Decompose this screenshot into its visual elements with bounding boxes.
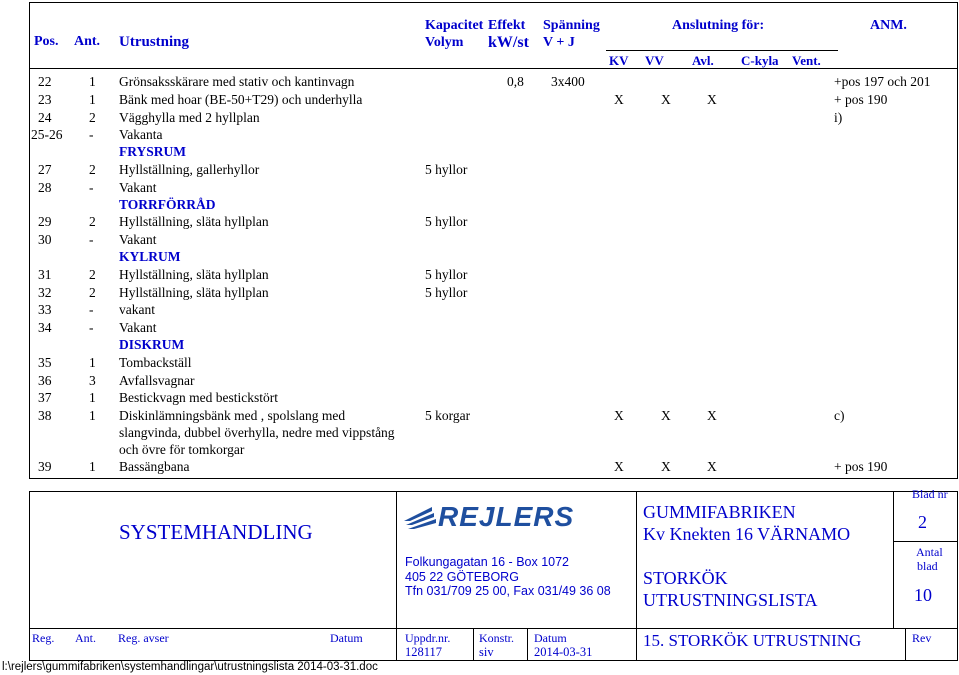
blad-nr-label: Blad nr: [912, 487, 948, 501]
table-top-border: [29, 2, 958, 3]
cell-ant: 2: [89, 110, 96, 125]
header-pos: Pos.: [34, 34, 59, 49]
table-right-border: [957, 2, 958, 479]
address-line-1: Folkungagatan 16 - Box 1072: [405, 555, 570, 569]
header-vv: VV: [645, 53, 664, 68]
header-avl: Avl.: [692, 53, 714, 68]
antal-label: Antal: [916, 545, 943, 559]
cell-ant: 1: [89, 355, 96, 370]
uppdrnr-label: Uppdr.nr.: [405, 631, 451, 645]
cell-text: Vakant: [119, 180, 157, 195]
cell-pos: 37: [38, 390, 52, 405]
cell-text: Hyllställning, släta hyllplan: [119, 267, 269, 282]
datum-value: 2014-03-31: [534, 645, 593, 659]
cell-pos: 35: [38, 355, 52, 370]
cell-pos: 39: [38, 459, 52, 474]
cell-kap: 5 hyllor: [425, 214, 468, 229]
subheader-divider: [606, 50, 838, 51]
cell-ant: 2: [89, 162, 96, 177]
titleblock-divider-1: [396, 491, 397, 661]
address-line-2: 405 22 GÖTEBORG: [405, 570, 519, 584]
datum-label-2: Datum: [534, 631, 567, 645]
cell-text: Vakant: [119, 232, 157, 247]
cell-text-continued: slangvinda, dubbel överhylla, nedre med vippstång: [119, 425, 395, 440]
cell-pos: 34: [38, 320, 52, 335]
table-bottom-border: [29, 478, 958, 479]
cell-pos: 25-26: [31, 127, 63, 142]
titleblock-divider-4: [473, 628, 474, 660]
department-title: STORKÖK: [643, 568, 728, 588]
uppdrnr-value: 128117: [405, 645, 443, 659]
section-heading: DISKRUM: [119, 337, 185, 352]
cell-text: Grönsaksskärare med stativ och kantinvagn: [119, 74, 355, 89]
konstr-label: Konstr.: [479, 631, 515, 645]
section-heading: KYLRUM: [119, 249, 181, 264]
cell-kv: X: [614, 408, 624, 423]
cell-pos: 28: [38, 180, 52, 195]
cell-ant: -: [89, 302, 94, 317]
cell-vv: X: [661, 92, 671, 107]
cell-pos: 31: [38, 267, 52, 282]
cell-pos: 32: [38, 285, 52, 300]
cell-pos: 23: [38, 92, 52, 107]
header-volym: Volym: [425, 35, 464, 50]
cell-pos: 27: [38, 162, 52, 177]
reg-label: Reg.: [32, 631, 55, 645]
header-ant: Ant.: [74, 34, 101, 49]
table-left-border: [29, 2, 30, 479]
cell-text: Diskinlämningsbänk med , spolslang med: [119, 408, 346, 423]
cell-vv: X: [661, 408, 671, 423]
titleblock-divider-2: [636, 491, 637, 661]
cell-eff: 0,8: [507, 74, 524, 89]
cell-ant: -: [89, 232, 94, 247]
blad-nr-value: 2: [918, 512, 927, 532]
header-spanning: Spänning: [543, 18, 600, 33]
cell-text: Bänk med hoar (BE-50+T29) och underhylla: [119, 92, 363, 107]
cell-ant: 1: [89, 74, 96, 89]
cell-anm: c): [834, 408, 845, 423]
titleblock-divider-6: [905, 628, 906, 660]
cell-ant: -: [89, 320, 94, 335]
header-anm: ANM.: [870, 18, 907, 33]
cell-text-continued: och övre för tomkorgar: [119, 442, 245, 457]
cell-text: Vakanta: [119, 127, 163, 142]
cell-avl: X: [707, 408, 717, 423]
address-line-3: Tfn 031/709 25 00, Fax 031/49 36 08: [405, 584, 611, 598]
cell-pos: 30: [38, 232, 52, 247]
cell-kv: X: [614, 459, 624, 474]
datum-label-1: Datum: [330, 631, 363, 645]
header-ckyla: C-kyla: [741, 53, 779, 68]
cell-text: Vägghylla med 2 hyllplan: [119, 110, 260, 125]
header-anslutning: Anslutning för:: [672, 18, 765, 33]
cell-spa: 3x400: [551, 74, 585, 89]
cell-pos: 38: [38, 408, 52, 423]
cell-vv: X: [661, 459, 671, 474]
titleblock-divider-5: [527, 628, 528, 660]
cell-anm: i): [834, 110, 843, 125]
cell-avl: X: [707, 92, 717, 107]
cell-ant: -: [89, 180, 94, 195]
header-effekt: Effekt: [488, 18, 526, 33]
list-title: UTRUSTNINGSLISTA: [643, 590, 818, 610]
cell-ant: -: [89, 127, 94, 142]
cell-anm: + pos 190: [834, 92, 888, 107]
cell-kap: 5 hyllor: [425, 285, 468, 300]
cell-pos: 29: [38, 214, 52, 229]
cell-pos: 22: [38, 74, 52, 89]
header-kapacitet: Kapacitet: [425, 18, 484, 33]
cell-ant: 1: [89, 92, 96, 107]
reg-avser-label: Reg. avser: [118, 631, 169, 645]
ant-label: Ant.: [75, 631, 96, 645]
section-heading: FRYSRUM: [119, 144, 187, 159]
rev-label: Rev: [912, 631, 932, 645]
cell-ant: 2: [89, 285, 96, 300]
header-vent: Vent.: [792, 53, 821, 68]
antal-blad-value: 10: [914, 585, 932, 605]
konstr-value: siv: [479, 645, 494, 659]
cell-pos: 36: [38, 373, 52, 388]
header-kv: KV: [609, 53, 629, 68]
titleblock-top-border: [29, 491, 958, 492]
cell-text: Hyllställning, släta hyllplan: [119, 214, 269, 229]
cell-text: Bestickvagn med bestickstört: [119, 390, 278, 405]
titleblock-divider-3: [893, 491, 894, 628]
cell-text: Hyllställning, släta hyllplan: [119, 285, 269, 300]
titleblock-left-border: [29, 491, 30, 661]
cell-kap: 5 hyllor: [425, 267, 468, 282]
section-heading: TORRFÖRRÅD: [119, 197, 216, 212]
cell-ant: 1: [89, 459, 96, 474]
cell-text: Avfallsvagnar: [119, 373, 195, 388]
cell-avl: X: [707, 459, 717, 474]
rejlers-logo: [404, 501, 600, 533]
cell-text: Hyllställning, gallerhyllor: [119, 162, 260, 177]
blad-label: blad: [917, 559, 938, 573]
header-utrustning: Utrustning: [119, 34, 190, 50]
systemhandling-label: SYSTEMHANDLING: [119, 520, 313, 544]
cell-text: Bassängbana: [119, 459, 190, 474]
client-name: GUMMIFABRIKEN: [643, 502, 796, 522]
titleblock-bladnr-divider: [893, 541, 957, 542]
client-address: Kv Knekten 16 VÄRNAMO: [643, 524, 851, 544]
cell-kap: 5 korgar: [425, 408, 471, 423]
cell-pos: 24: [38, 110, 52, 125]
cell-kv: X: [614, 92, 624, 107]
file-path: l:\rejlers\gummifabriken\systemhandlingar\utrustningslista 2014-03-31.doc: [2, 661, 378, 673]
cell-text: Tombackställ: [119, 355, 192, 370]
cell-ant: 1: [89, 390, 96, 405]
cell-ant: 2: [89, 267, 96, 282]
cell-anm: +pos 197 och 201: [834, 74, 931, 89]
titleblock-right-border: [957, 491, 958, 661]
cell-anm: + pos 190: [834, 459, 888, 474]
cell-ant: 1: [89, 408, 96, 423]
cell-pos: 33: [38, 302, 52, 317]
titleblock-mid-border: [29, 628, 958, 629]
drawing-title: 15. STORKÖK UTRUSTNING: [643, 631, 862, 650]
cell-ant: 2: [89, 214, 96, 229]
cell-kap: 5 hyllor: [425, 162, 468, 177]
header-kwst: kW/st: [488, 34, 529, 51]
cell-ant: 3: [89, 373, 96, 388]
cell-text: vakant: [119, 302, 155, 317]
header-vj: V + J: [543, 35, 575, 50]
cell-text: Vakant: [119, 320, 157, 335]
rejlers-logo-text: REJLERS: [438, 501, 575, 532]
